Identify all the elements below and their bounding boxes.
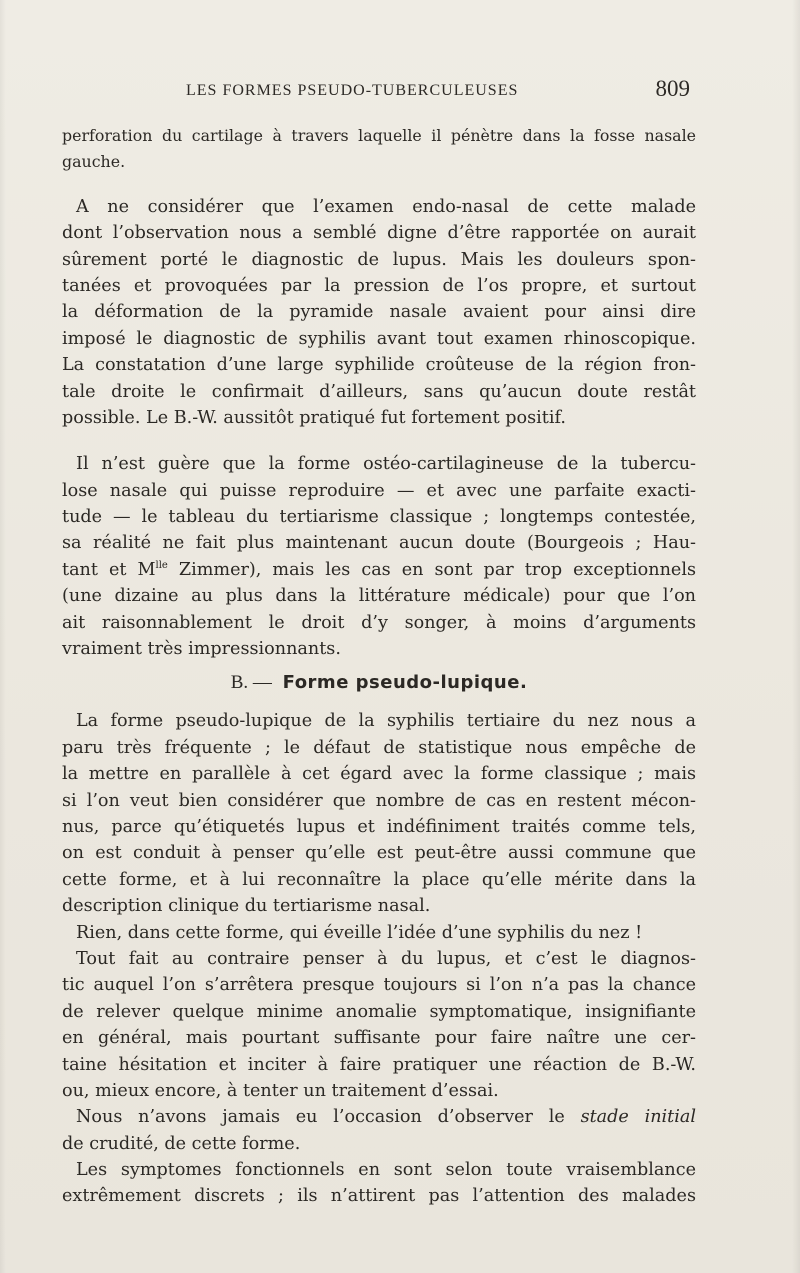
text-line: tale droite le confirmait d’ailleurs, sans qu’aucun doute restât (62, 381, 696, 402)
text-line: en général, mais pourtant suffisante pour faire naître une cer- (62, 1028, 696, 1049)
page-body (62, 123, 696, 1210)
text-line: ait raisonnablement le droit d’y songer, à moins d’arguments (62, 612, 696, 633)
text-line: si l’on veut bien considérer que nombre de cas en restent mécon- (62, 790, 696, 811)
text-line (62, 1104, 696, 1130)
text-line: sûrement porté le diagnostic de lupus. Mais les douleurs spon- (62, 249, 696, 270)
paragraph-gap (62, 176, 696, 194)
text-fragment: Nous n’avons jamais eu l’occasion d’observer le (76, 1107, 581, 1128)
text-line: Tout fait au contraire penser à du lupus, et c’est le diagnos- (76, 948, 696, 969)
text-line: lose nasale qui puisse reproduire — et avec une parfaite exacti- (62, 480, 696, 501)
text-line: la déformation de la pyramide nasale avaient pour ainsi dire (62, 302, 696, 323)
text-line: tanées et provoquées par la pression de l’os propre, et surtout (62, 275, 696, 296)
text-line: vraiment très impressionnants. (62, 639, 341, 660)
section-heading (62, 668, 696, 698)
text-line: Les symptomes fonctionnels en sont selon toute vraisemblance (76, 1160, 696, 1181)
text-line: gauche. (62, 152, 126, 172)
text-line: taine hésitation et inciter à faire pratiquer une réaction de B.-W. (62, 1054, 696, 1075)
text-line: tic auquel l’on s’arrêtera presque toujours si l’on n’a pas la chance (62, 975, 696, 996)
text-line: extrêmement discrets ; ils n’attirent pas l’attention des malades (62, 1186, 696, 1207)
text-line: description clinique du tertiarisme nasal. (62, 896, 431, 917)
paragraph-2 (62, 194, 696, 432)
paragraph-4 (62, 708, 696, 919)
superscript: lle (155, 560, 168, 571)
page-number: 809 (655, 76, 690, 101)
text-line: cette forme, et à lui reconnaître la place qu’elle mérite dans la (62, 869, 696, 890)
text-line: dont l’observation nous a semblé digne d’être rapportée on aurait (62, 223, 696, 244)
text-line: imposé le diagnostic de syphilis avant tout examen rhinoscopique. (62, 328, 696, 349)
italic-text: stade initial (580, 1107, 696, 1128)
text-line: A ne considérer que l’examen endo-nasal de cette malade (76, 196, 696, 217)
text-line: possible. Le B.-W. aussitôt pratiqué fut fortement positif. (62, 407, 566, 428)
text-line: ou, mieux encore, à tenter un traitement d’essai. (62, 1080, 499, 1101)
paragraph-8 (62, 1157, 696, 1210)
section-title: Forme pseudo-lupique. (282, 672, 528, 694)
page-edge-shadow-left (0, 0, 6, 1273)
text-fragment: tant et M (62, 559, 156, 580)
paragraph-1 (62, 123, 696, 176)
paragraph-7 (62, 1104, 696, 1157)
text-line: perforation du cartilage à travers laquelle il pénètre dans la fosse nasale (62, 126, 696, 145)
text-line: (une dizaine au plus dans la littérature médicale) pour que l’on (62, 586, 696, 607)
text-line: de crudité, de cette forme. (62, 1133, 301, 1154)
text-line: tude — le tableau du tertiarisme classique ; longtemps contestée, (62, 507, 696, 528)
text-line: Il n’est guère que la forme ostéo-cartilagineuse de la tubercu- (76, 454, 696, 475)
text-line: Rien, dans cette forme, qui éveille l’idée d’une syphilis du nez ! (76, 922, 643, 943)
text-line: La forme pseudo-lupique de la syphilis tertiaire du nez nous a (76, 711, 696, 732)
paragraph-3 (62, 451, 696, 662)
paragraph-gap (62, 431, 696, 451)
section-letter: B. — (230, 672, 272, 694)
running-head: LES FORMES PSEUDO-TUBERCULEUSES (186, 82, 519, 99)
text-line: on est conduit à penser qu’elle est peut-être aussi commune que (62, 843, 696, 864)
text-line: paru très fréquente ; le défaut de statistique nous empêche de (62, 737, 696, 758)
text-fragment: Zimmer), mais les cas en sont par trop exceptionnels (167, 559, 696, 580)
text-line: La constatation d’une large syphilide croûteuse de la région fron- (62, 355, 696, 376)
text-line: la mettre en parallèle à cet égard avec la forme classique ; mais (62, 764, 696, 785)
text-line: nus, parce qu’étiquetés lupus et indéfiniment traités comme tels, (62, 816, 696, 837)
page-header (60, 76, 700, 110)
paragraph-6 (62, 946, 696, 1104)
text-line (62, 557, 696, 583)
page-edge-shadow-right (792, 0, 800, 1273)
paragraph-5 (62, 920, 696, 946)
text-line: de relever quelque minime anomalie symptomatique, insignifiante (62, 1001, 696, 1022)
text-line: sa réalité ne fait plus maintenant aucun doute (Bourgeois ; Hau- (62, 533, 696, 554)
